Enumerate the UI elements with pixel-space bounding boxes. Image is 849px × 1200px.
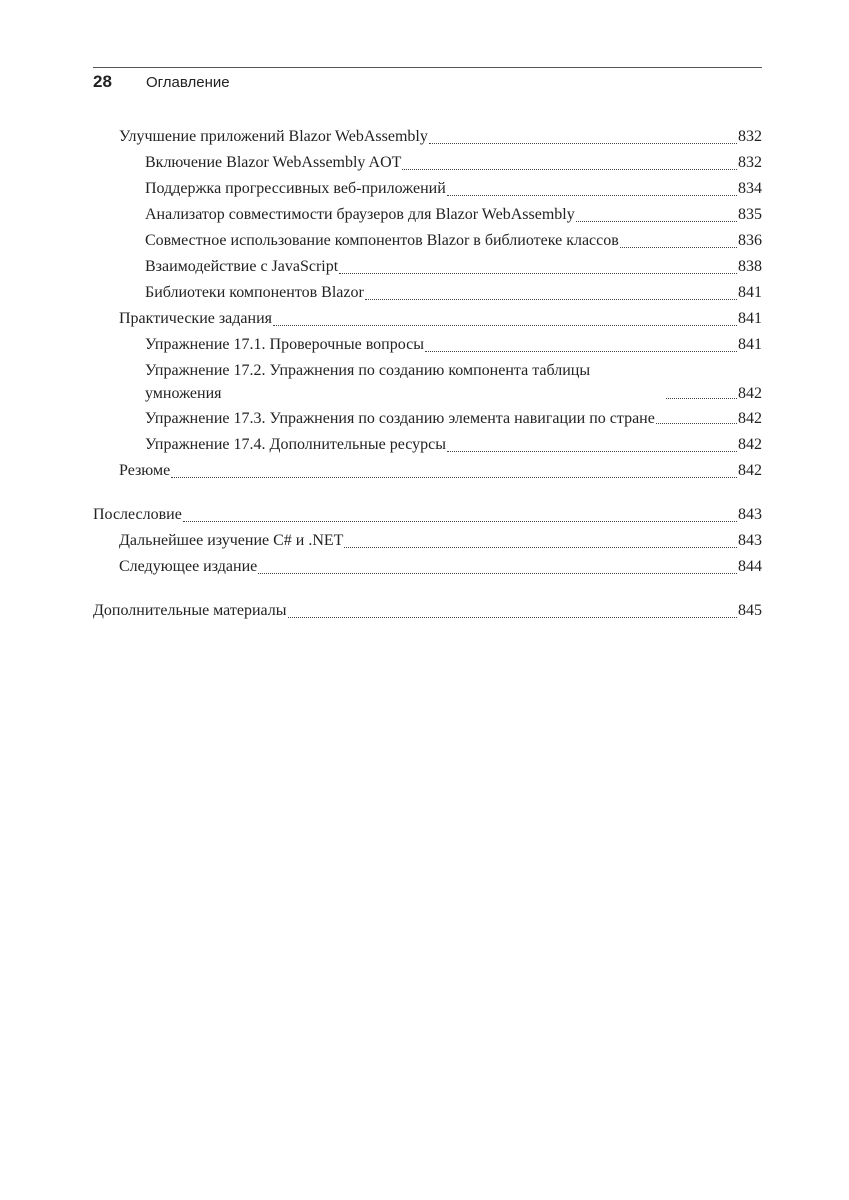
- toc-entry[interactable]: [93, 598, 762, 624]
- toc-entry-page: 841: [738, 310, 762, 327]
- dot-leader: [183, 521, 737, 522]
- dot-leader: [656, 423, 737, 424]
- toc-entry-page: 842: [738, 385, 762, 402]
- header-rule: [93, 67, 762, 68]
- toc-entry-title: Резюме: [119, 462, 171, 479]
- toc-entry[interactable]: [93, 502, 762, 528]
- toc-entry-title: Улучшение приложений Blazor WebAssembly: [119, 128, 428, 145]
- toc-entry-title: Упражнение 17.4. Дополнительные ресурсы: [145, 436, 446, 453]
- toc-entry[interactable]: [93, 202, 762, 228]
- toc-entry-page: 842: [738, 462, 762, 479]
- toc-entry[interactable]: [93, 458, 762, 484]
- toc-entry-title: Взаимодействие с JavaScript: [145, 258, 339, 275]
- toc-entry-title: Упражнение 17.2. Упражнения по созданию компонента таблицы умножения: [145, 362, 591, 402]
- dot-leader: [402, 169, 737, 170]
- toc-entry-title: Послесловие: [93, 506, 182, 523]
- toc-entry-page: 843: [738, 532, 762, 549]
- toc-entry[interactable]: [93, 306, 762, 332]
- toc-entry[interactable]: [93, 359, 762, 405]
- dot-leader: [288, 617, 738, 618]
- toc-entry-title: Библиотеки компонентов Blazor: [145, 284, 364, 301]
- toc-entry[interactable]: [93, 528, 762, 554]
- table-of-contents: [93, 124, 762, 624]
- page-header: [93, 72, 762, 94]
- toc-entry-page: 844: [738, 558, 762, 575]
- toc-entry-title: Упражнение 17.3. Упражнения по созданию элемента навигации по стране: [145, 410, 655, 427]
- dot-leader: [447, 451, 737, 452]
- toc-entry-title: Следующее издание: [119, 558, 258, 575]
- dot-leader: [273, 325, 737, 326]
- toc-entry-title: Упражнение 17.1. Проверочные вопросы: [145, 336, 424, 353]
- dot-leader: [576, 221, 737, 222]
- toc-entry[interactable]: [93, 150, 762, 176]
- toc-entry[interactable]: [93, 280, 762, 306]
- toc-entry-title: Совместное использование компонентов Blazor в библиотеке классов: [145, 232, 619, 249]
- dot-leader: [620, 247, 737, 248]
- running-head: Оглавление: [146, 74, 230, 91]
- dot-leader: [258, 573, 737, 574]
- dot-leader: [171, 477, 737, 478]
- toc-entry-page: 845: [738, 602, 762, 619]
- page-number: 28: [93, 72, 112, 91]
- toc-entry-page: 835: [738, 206, 762, 223]
- toc-entry[interactable]: [93, 228, 762, 254]
- toc-entry-title: Включение Blazor WebAssembly AOT: [145, 154, 402, 171]
- toc-entry-page: 842: [738, 436, 762, 453]
- toc-entry-page: 842: [738, 410, 762, 427]
- toc-entry[interactable]: [93, 432, 762, 458]
- toc-entry[interactable]: [93, 554, 762, 580]
- toc-entry-page: 838: [738, 258, 762, 275]
- toc-entry-title: Дальнейшее изучение C# и .NET: [119, 532, 344, 549]
- toc-entry-page: 834: [738, 180, 762, 197]
- dot-leader: [365, 299, 737, 300]
- toc-entry-page: 841: [738, 336, 762, 353]
- dot-leader: [666, 398, 737, 399]
- toc-entry[interactable]: [93, 407, 762, 430]
- dot-leader: [447, 195, 737, 196]
- toc-entry[interactable]: [93, 176, 762, 202]
- dot-leader: [344, 547, 737, 548]
- toc-entry-title: Дополнительные материалы: [93, 602, 287, 619]
- toc-entry-page: 832: [738, 128, 762, 145]
- toc-entry-title: Практические задания: [119, 310, 273, 327]
- toc-entry-page: 836: [738, 232, 762, 249]
- toc-entry-page: 841: [738, 284, 762, 301]
- toc-entry[interactable]: [93, 332, 762, 358]
- toc-entry-page: 832: [738, 154, 762, 171]
- dot-leader: [429, 143, 737, 144]
- dot-leader: [425, 351, 737, 352]
- toc-entry-title: Анализатор совместимости браузеров для Blazor WebAssembly: [145, 206, 575, 223]
- dot-leader: [339, 273, 737, 274]
- toc-entry-page: 843: [738, 506, 762, 523]
- toc-entry-title: Поддержка прогрессивных веб-приложений: [145, 180, 446, 197]
- toc-entry[interactable]: [93, 254, 762, 280]
- toc-entry[interactable]: [93, 124, 762, 150]
